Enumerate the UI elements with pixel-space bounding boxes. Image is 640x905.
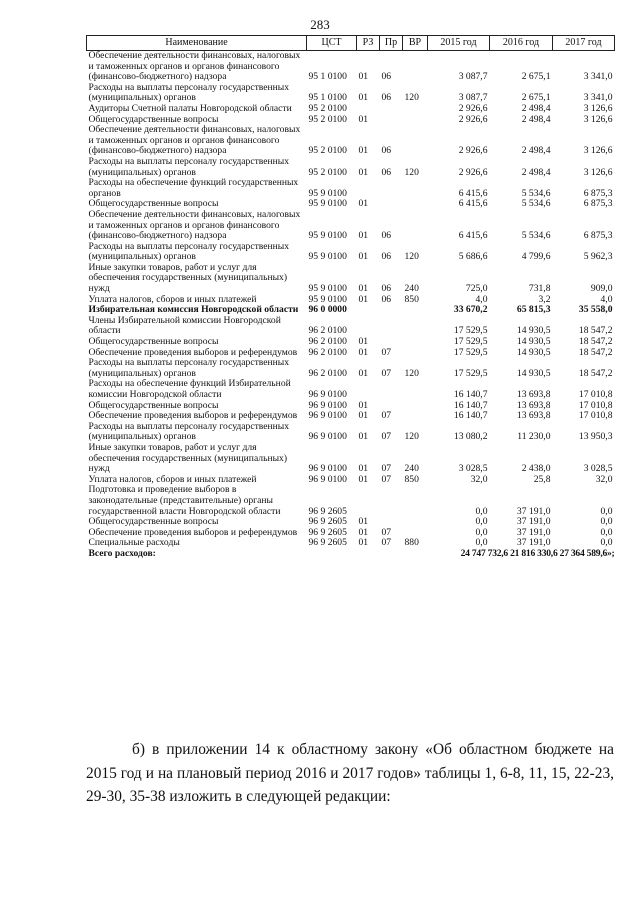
row-pr: 07 <box>381 537 392 549</box>
row-cst: 96 2 0100 <box>308 325 347 337</box>
row-cst: 96 9 0100 <box>308 463 347 475</box>
row-rz: 01 <box>358 526 369 538</box>
row-cst: 96 9 0100 <box>308 431 347 443</box>
row-2017: 13 950,3 <box>578 431 613 443</box>
row-2016: 11 230,0 <box>517 431 551 443</box>
row-2015: 6 415,6 <box>458 230 488 242</box>
row-rz: 01 <box>358 346 369 358</box>
row-cst: 95 1 0100 <box>308 71 347 83</box>
row-vr: 120 <box>404 367 419 379</box>
row-vr: 880 <box>404 537 419 549</box>
row-rz: 01 <box>358 71 369 83</box>
row-2016: 14 930,5 <box>516 346 551 358</box>
header-2017: 2017 год <box>553 36 615 51</box>
row-vr <box>403 401 428 412</box>
row-pr <box>380 178 403 199</box>
row-rz: 01 <box>358 293 369 305</box>
row-2015: 17 529,5 <box>453 325 488 337</box>
row-rz: 01 <box>358 336 369 348</box>
row-pr: 06 <box>381 230 392 242</box>
row-2015: 3 028,5 <box>458 463 488 475</box>
row-2017: 6 875,3 <box>583 187 613 199</box>
row-name: Обеспечение проведения выборов и референдумов <box>88 346 298 358</box>
row-pr: 07 <box>381 463 392 475</box>
table-row <box>87 104 615 115</box>
row-rz <box>357 379 380 400</box>
row-vr <box>403 178 428 199</box>
row-rz: 01 <box>358 113 369 125</box>
row-2016: 3,2 <box>538 293 551 305</box>
row-cst: 95 9 0100 <box>308 293 347 305</box>
row-2016: 2 498,4 <box>521 102 551 114</box>
row-name: Расходы на выплаты персоналу государственных (муниципальных) органов <box>88 357 290 379</box>
row-pr <box>380 115 403 126</box>
table-row <box>87 443 615 475</box>
row-cst: 96 9 0100 <box>308 410 347 422</box>
row-2017: 0,0 <box>600 505 613 517</box>
row-name: Иные закупки товаров, работ и услуг для обеспечения государственных (муниципальных) нужд <box>88 261 288 295</box>
row-rz: 01 <box>358 283 369 295</box>
row-2015: 2 926,6 <box>458 113 488 125</box>
row-2015: 0,0 <box>475 516 488 528</box>
row-name: Избирательная комиссия Новгородской области <box>88 304 299 316</box>
table-row <box>87 263 615 295</box>
row-2016: 2 438,0 <box>521 463 551 475</box>
table-row <box>87 157 615 178</box>
row-pr: 07 <box>381 410 392 422</box>
row-2016: 13 693,8 <box>516 389 551 400</box>
row-vr: 240 <box>404 283 419 295</box>
row-pr <box>380 485 403 517</box>
row-vr: 120 <box>404 166 419 178</box>
row-pr <box>380 104 403 115</box>
row-2016: 65 815,3 <box>516 304 551 316</box>
row-2015: 725,0 <box>465 283 488 295</box>
table-row <box>87 83 615 104</box>
row-2017: 909,0 <box>590 283 613 295</box>
row-2015: 17 529,5 <box>453 346 488 358</box>
row-2015: 17 529,5 <box>453 336 488 348</box>
budget-table <box>86 35 615 560</box>
row-rz <box>357 305 380 316</box>
row-name: Общегосударственные вопросы <box>88 336 219 348</box>
row-cst: 95 2 0100 <box>308 102 347 114</box>
row-cst: 95 2 0100 <box>308 113 347 125</box>
row-vr <box>403 411 428 422</box>
row-2017: 3 126,6 <box>583 102 613 114</box>
row-vr: 120 <box>404 92 419 104</box>
row-cst: 95 9 0100 <box>308 230 347 242</box>
row-2016: 5 534,6 <box>521 187 551 199</box>
row-2017: 0,0 <box>600 516 613 528</box>
row-2015: 3 087,7 <box>458 71 488 83</box>
row-vr <box>403 316 428 337</box>
row-name: Расходы на выплаты персоналу государственных (муниципальных) органов <box>88 420 290 443</box>
table-row <box>87 51 615 83</box>
row-2016: 37 191,0 <box>516 505 551 517</box>
row-vr: 240 <box>404 463 419 475</box>
row-2015: 2 926,6 <box>458 166 488 178</box>
row-2016: 14 930,5 <box>516 367 551 379</box>
row-pr: 06 <box>381 71 392 83</box>
row-rz: 01 <box>358 516 369 528</box>
row-name: Обеспечение проведения выборов и референдумов <box>88 410 298 422</box>
row-2017: 6 875,3 <box>583 230 613 242</box>
row-pr: 06 <box>381 283 392 295</box>
page-number: 283 <box>310 17 330 32</box>
row-pr <box>380 316 403 337</box>
row-name: Расходы на обеспечение функций государственных органов <box>88 177 299 199</box>
row-rz: 01 <box>358 463 369 475</box>
row-2017: 18 547,2 <box>578 346 613 358</box>
row-2015: 3 087,7 <box>458 92 488 104</box>
row-2016: 37 191,0 <box>516 537 551 549</box>
table-row <box>87 316 615 337</box>
row-name: Уплата налогов, сборов и иных платежей <box>88 473 257 485</box>
row-pr: 07 <box>381 367 392 379</box>
row-2017: 4,0 <box>600 293 613 305</box>
row-name: Общегосударственные вопросы <box>88 516 219 528</box>
row-2016: 2 675,1 <box>521 71 551 83</box>
row-rz: 01 <box>358 198 369 210</box>
row-rz: 01 <box>358 230 369 242</box>
row-vr <box>403 305 428 316</box>
row-rz: 01 <box>358 537 369 549</box>
row-pr: 07 <box>381 473 392 485</box>
row-2016: 4 799,6 <box>521 251 551 263</box>
row-rz: 01 <box>358 473 369 485</box>
row-cst: 96 9 2605 <box>308 516 347 528</box>
row-2016: 13 693,8 <box>516 399 551 411</box>
row-name: Расходы на выплаты персоналу государственных (муниципальных) органов <box>88 81 290 104</box>
row-2016: 14 930,5 <box>516 325 551 337</box>
total-label: Всего расходов: <box>88 547 156 559</box>
row-pr: 07 <box>381 526 392 538</box>
row-name: Обеспечение деятельности финансовых, налоговых и таможенных органов и органов финансового (финансово-бюджетного) надзора <box>88 124 301 157</box>
row-name: Общегосударственные вопросы <box>88 399 219 411</box>
row-cst: 96 0 0000 <box>308 304 347 316</box>
row-2015: 16 140,7 <box>453 389 488 400</box>
row-2016: 2 498,4 <box>521 113 551 125</box>
row-rz <box>357 104 380 115</box>
row-name: Обеспечение деятельности финансовых, налоговых и таможенных органов и органов финансового (финансово-бюджетного) надзора <box>88 50 301 83</box>
row-vr: 850 <box>404 293 419 305</box>
row-2016: 5 534,6 <box>521 198 551 210</box>
row-2017: 0,0 <box>600 537 613 549</box>
row-cst: 95 2 0100 <box>308 166 347 178</box>
paragraph-text: б) в приложении 14 к областному закону «Об областном бюджете на 2015 год и на плановый период 2016 и 2017 годов» таблицы 1, 6-8, 11, 15, 22-23, 29-30, 35-38 изложить в следующей редакции: <box>86 741 614 805</box>
header-cst: ЦСТ <box>307 36 357 51</box>
row-name: Расходы на выплаты персоналу государственных (муниципальных) органов <box>88 155 290 178</box>
row-pr: 06 <box>381 92 392 104</box>
header-2016: 2016 год <box>490 36 553 51</box>
row-2015: 33 670,2 <box>453 304 488 316</box>
row-2016: 5 534,6 <box>521 230 551 242</box>
row-name: Аудиторы Счетной палаты Новгородской области <box>88 102 292 114</box>
row-cst: 95 2 0100 <box>308 145 347 157</box>
row-rz: 01 <box>358 166 369 178</box>
row-2016: 2 498,4 <box>521 145 551 157</box>
table-row <box>87 379 615 400</box>
row-2017: 3 341,0 <box>583 92 613 104</box>
row-2017: 3 126,6 <box>583 113 613 125</box>
row-2016: 37 191,0 <box>516 516 551 528</box>
row-2017: 3 028,5 <box>583 463 613 475</box>
row-cst: 95 9 0100 <box>308 198 347 210</box>
row-vr: 850 <box>404 473 419 485</box>
row-2015: 2 926,6 <box>458 102 488 114</box>
row-name: Расходы на выплаты персоналу государственных (муниципальных) органов <box>88 240 290 263</box>
row-rz: 01 <box>358 145 369 157</box>
row-pr: 06 <box>381 293 392 305</box>
row-2017: 18 547,2 <box>578 325 613 337</box>
row-2017: 3 126,6 <box>583 145 613 157</box>
row-2017: 3 341,0 <box>583 71 613 83</box>
row-cst: 96 9 2605 <box>308 537 347 549</box>
table-row <box>87 485 615 517</box>
table-row <box>87 422 615 443</box>
row-rz <box>357 485 380 517</box>
row-2015: 32,0 <box>470 473 488 485</box>
row-2015: 6 415,6 <box>458 198 488 210</box>
row-pr <box>380 199 403 210</box>
row-2015: 13 080,2 <box>453 431 488 443</box>
row-name: Общегосударственные вопросы <box>88 113 219 125</box>
row-2016: 2 498,4 <box>521 166 551 178</box>
header-rz: РЗ <box>357 36 380 51</box>
row-2016: 2 675,1 <box>521 92 551 104</box>
row-2017: 17 010,8 <box>578 410 613 422</box>
row-2015: 17 529,5 <box>453 367 488 379</box>
header-name: Наименование <box>87 36 307 51</box>
row-cst: 95 9 0100 <box>308 283 347 295</box>
row-rz <box>357 316 380 337</box>
row-2015: 0,0 <box>475 537 488 549</box>
row-name: Обеспечение деятельности финансовых, налоговых и таможенных органов и органов финансового (финансово-бюджетного) надзора <box>88 208 301 242</box>
row-2017: 18 547,2 <box>578 336 613 348</box>
row-name: Специальные расходы <box>88 537 180 549</box>
header-2015: 2015 год <box>428 36 490 51</box>
row-2017: 3 126,6 <box>583 166 613 178</box>
row-rz: 01 <box>358 251 369 263</box>
row-cst: 95 9 0100 <box>308 251 347 263</box>
row-2017: 17 010,8 <box>578 389 613 400</box>
row-2015: 16 140,7 <box>453 399 488 411</box>
row-vr <box>403 115 428 126</box>
row-2015: 2 926,6 <box>458 145 488 157</box>
table-row <box>87 210 615 242</box>
row-pr: 06 <box>381 145 392 157</box>
row-rz: 01 <box>358 410 369 422</box>
row-vr: 120 <box>404 251 419 263</box>
row-rz: 01 <box>358 367 369 379</box>
row-pr: 07 <box>381 346 392 358</box>
row-name: Уплата налогов, сборов и иных платежей <box>88 293 257 305</box>
header-pr: Пр <box>380 36 403 51</box>
row-vr <box>403 517 428 528</box>
row-name: Члены Избирательной комиссии Новгородской области <box>88 314 281 337</box>
table-row <box>87 358 615 379</box>
row-cst: 96 9 0100 <box>308 389 347 400</box>
row-pr: 07 <box>381 431 392 443</box>
row-cst: 95 1 0100 <box>308 92 347 104</box>
row-rz: 01 <box>358 431 369 443</box>
row-vr <box>403 485 428 517</box>
row-2017: 17 010,8 <box>578 399 613 411</box>
row-2015: 0,0 <box>475 505 488 517</box>
row-2017: 32,0 <box>595 473 613 485</box>
row-name: Иные закупки товаров, работ и услуг для обеспечения государственных (муниципальных) нужд <box>88 441 288 475</box>
table-row <box>87 242 615 263</box>
row-name: Общегосударственные вопросы <box>88 198 219 210</box>
row-vr <box>403 337 428 348</box>
row-cst: 96 9 0100 <box>308 399 347 411</box>
table-header-row <box>87 36 615 51</box>
row-2015: 5 686,6 <box>458 251 488 263</box>
row-rz: 01 <box>358 92 369 104</box>
row-cst: 96 2 0100 <box>308 367 347 379</box>
amendment-paragraph <box>86 738 614 809</box>
row-cst: 96 9 2605 <box>308 526 347 538</box>
row-rz: 01 <box>358 399 369 411</box>
total-values: 24 747 732,6 21 816 330,6 27 364 589,6»; <box>460 547 615 559</box>
row-rz <box>357 178 380 199</box>
row-2016: 13 693,8 <box>516 410 551 422</box>
header-vr: ВР <box>403 36 428 51</box>
row-cst: 96 2 0100 <box>308 336 347 348</box>
row-2017: 5 962,3 <box>583 251 613 263</box>
row-2015: 6 415,6 <box>458 187 488 199</box>
row-2016: 731,8 <box>528 283 551 295</box>
row-cst: 95 9 0100 <box>308 187 347 199</box>
row-2016: 25,8 <box>533 473 551 485</box>
total-row <box>87 549 615 560</box>
row-pr: 06 <box>381 251 392 263</box>
row-name: Подготовка и проведение выборов в законодательные (представительные) органы государственной власти Новгородской области <box>88 484 281 517</box>
row-vr <box>403 348 428 359</box>
row-vr <box>403 379 428 400</box>
row-vr <box>403 51 428 83</box>
row-vr <box>403 199 428 210</box>
row-name: Расходы на обеспечение функций Избирательной комиссии Новгородской области <box>88 378 291 400</box>
row-vr <box>403 210 428 242</box>
row-2015: 4,0 <box>475 293 488 305</box>
row-2017: 18 547,2 <box>578 367 613 379</box>
row-cst: 96 9 0100 <box>308 473 347 485</box>
row-2016: 14 930,5 <box>516 336 551 348</box>
row-2015: 16 140,7 <box>453 410 488 422</box>
row-2017: 0,0 <box>600 526 613 538</box>
row-cst: 96 9 2605 <box>308 505 347 517</box>
row-vr <box>403 125 428 157</box>
row-2017: 35 558,0 <box>578 304 613 316</box>
row-pr <box>380 379 403 400</box>
table-body <box>87 51 615 549</box>
row-pr: 06 <box>381 166 392 178</box>
row-pr <box>380 305 403 316</box>
row-name: Обеспечение проведения выборов и референдумов <box>88 526 298 538</box>
table-row <box>87 178 615 199</box>
table-row <box>87 125 615 157</box>
row-cst: 96 2 0100 <box>308 346 347 358</box>
row-vr <box>403 104 428 115</box>
row-vr: 120 <box>404 431 419 443</box>
row-2016: 37 191,0 <box>516 526 551 538</box>
row-2015: 0,0 <box>475 526 488 538</box>
row-2017: 6 875,3 <box>583 198 613 210</box>
